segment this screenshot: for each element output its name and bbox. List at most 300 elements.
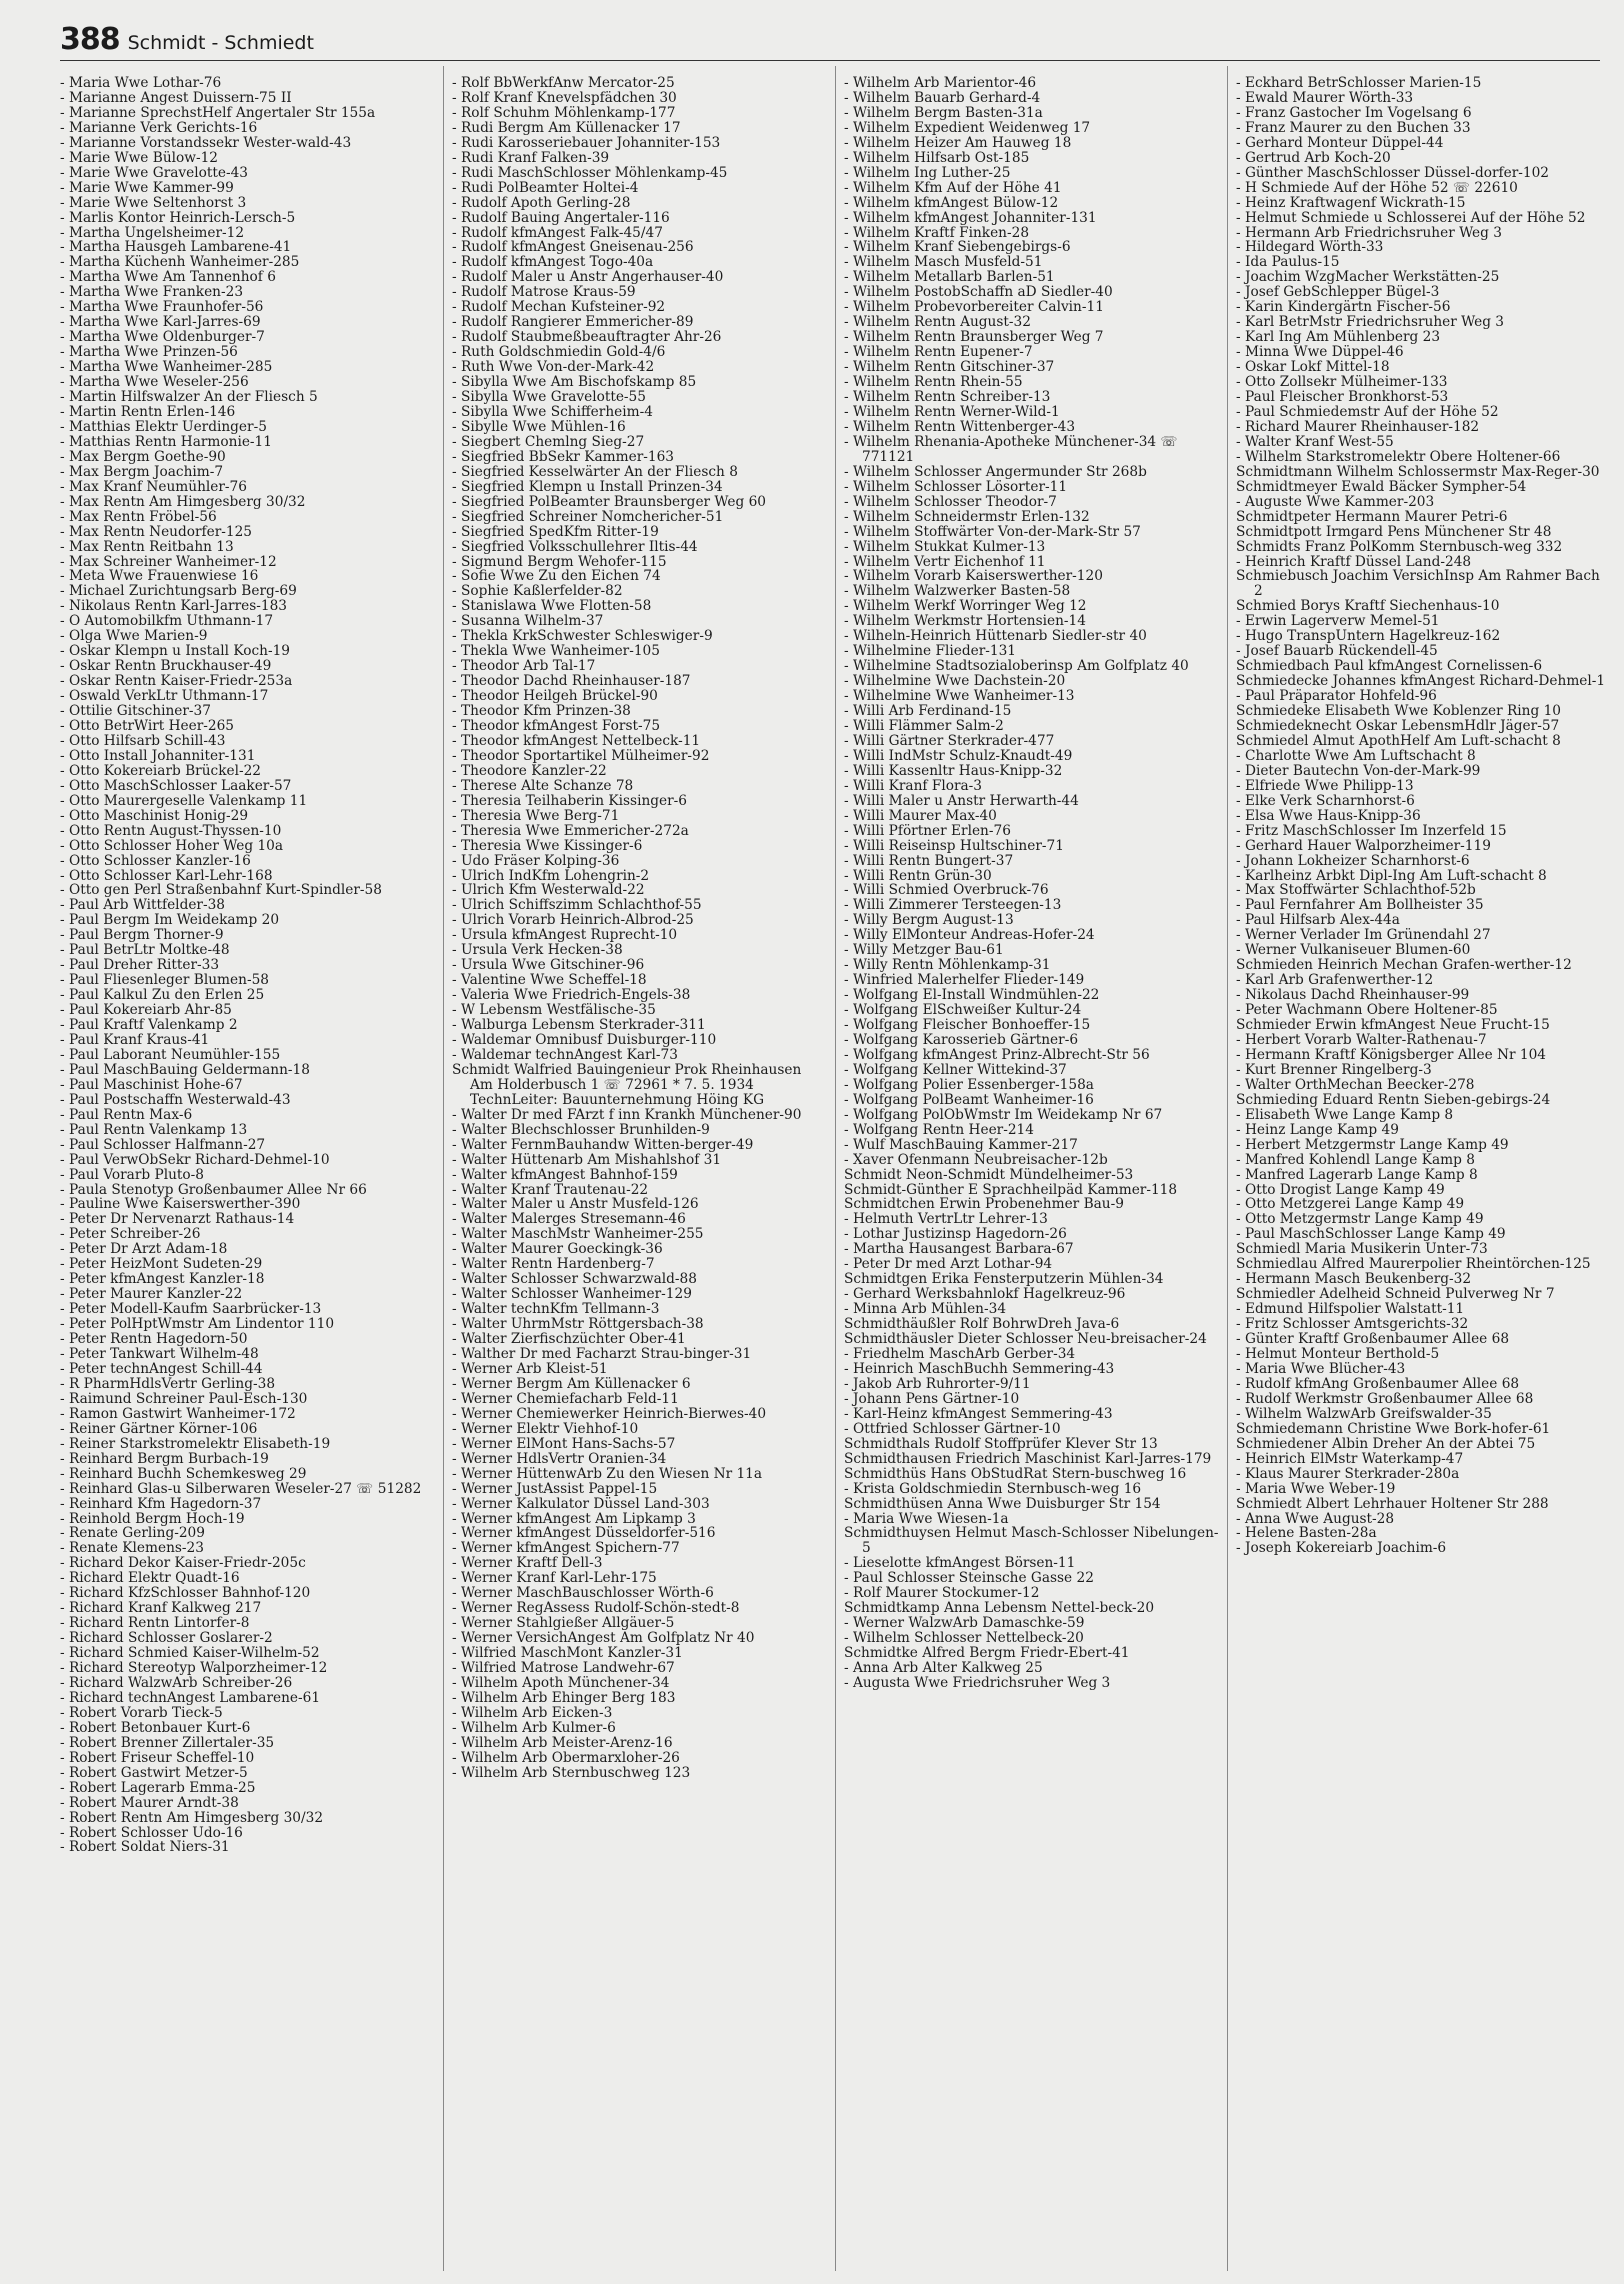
directory-entry: - Wilhelm Arb Sternbuschweg 123: [452, 1764, 691, 1781]
directory-entry: - Robert Gastwirt Metzer-5: [60, 1764, 248, 1781]
directory-entry: - Wilhelm kfmAngest Bülow-12: [844, 194, 1059, 211]
directory-entry: - Max Rentn Fröbel-56: [60, 508, 217, 525]
directory-entry: - Elisabeth Wwe Lange Kamp 8: [1236, 1106, 1454, 1123]
directory-entry: - Werner HüttenwArb Zu den Wiesen Nr 11a: [452, 1465, 763, 1482]
directory-entry: - Paul BetrLtr Moltke-48: [60, 942, 230, 959]
directory-entry: - Walter Blechschlosser Brunhilden-9: [452, 1121, 710, 1138]
directory-entry: - Wilhelm Stoffwärter Von-der-Mark-Str 57: [844, 523, 1141, 540]
directory-entry: - Peter Modell-Kaufm Saarbrücker-13: [60, 1301, 322, 1318]
directory-entry: - Rolf Kranf Knevelspfädchen 30: [452, 89, 677, 106]
header-rule: [60, 60, 1600, 61]
column-divider: [835, 66, 836, 2271]
directory-entry: - Günther MaschSchlosser Düssel-dorfer-102: [1236, 164, 1549, 181]
directory-entry: - Otto BetrWirt Heer-265: [60, 717, 235, 734]
directory-entry: - Lieselotte kfmAngest Börsen-11: [844, 1555, 1076, 1572]
directory-entry: - Franz Maurer zu den Buchen 33: [1236, 119, 1471, 136]
directory-entry: Schmidtgen Erika Fensterputzerin Mühlen-34: [844, 1271, 1164, 1288]
directory-entry: - Theodor kfmAngest Forst-75: [452, 717, 661, 734]
directory-entry: - Robert Vorarb Tieck-5: [60, 1704, 223, 1721]
directory-entry: - Robert Soldat Niers-31: [60, 1839, 230, 1856]
directory-entry: - Willi Rentn Bungert-37: [844, 852, 1014, 869]
directory-entry: - Paul Fernfahrer Am Bollheister 35: [1236, 897, 1484, 914]
directory-entry: - Susanna Wilhelm-37: [452, 613, 604, 630]
directory-entry: - Robert Rentn Am Himgesberg 30/32: [60, 1809, 324, 1826]
directory-entry: - Thekla KrkSchwester Schleswiger-9: [452, 628, 713, 645]
directory-entry: - Max Rentn Reitbahn 13: [60, 538, 234, 555]
directory-entry: - Ottfried Schlosser Gärtner-10: [844, 1420, 1061, 1437]
directory-entry: - Peter Schreiber-26: [60, 1226, 201, 1243]
directory-entry: - Walter Malerges Stresemann-46: [452, 1211, 686, 1228]
directory-entry: - Charlotte Wwe Am Luftschacht 8: [1236, 747, 1476, 764]
directory-entry: - Erwin Lagerverw Memel-51: [1236, 613, 1440, 630]
directory-entry: - Rudolf kfmAngest Gneisenau-256: [452, 239, 694, 256]
directory-entry: - Anna Arb Alter Kalkweg 25: [844, 1660, 1043, 1677]
directory-entry: - Willi Maurer Max-40: [844, 807, 997, 824]
directory-entry: Schmiebusch Joachim VersichInsp Am Rahmer Bach 2: [1236, 568, 1605, 600]
directory-entry: - Otto Install Johanniter-131: [60, 747, 256, 764]
directory-entry: - Paul Kokereiarb Ahr-85: [60, 1002, 232, 1019]
directory-entry: Schmiedecke Johannes kfmAngest Richard-Dehmel-1: [1236, 673, 1606, 690]
directory-entry: - Krista Goldschmiedin Sternbusch-weg 16: [844, 1480, 1142, 1497]
directory-entry: - Max Bergm Joachim-7: [60, 463, 224, 480]
directory-entry: - Peter Wachmann Obere Holtener-85: [1236, 1002, 1498, 1019]
directory-entry: - Paul Fliesenleger Blumen-58: [60, 972, 269, 989]
directory-entry: - Paul VerwObSekr Richard-Dehmel-10: [60, 1151, 330, 1168]
directory-entry: - Wolfgang Karosserieb Gärtner-6: [844, 1032, 1079, 1048]
directory-entry: - Wolfgang PolBeamt Wanheimer-16: [844, 1091, 1094, 1108]
directory-entry: - Walter MaschMstr Wanheimer-255: [452, 1226, 704, 1243]
directory-entry: Schmidtmann Wilhelm Schlossermstr Max-Reger-30: [1236, 463, 1600, 480]
directory-entry: Schmiedt Albert Lehrhauer Holtener Str 288: [1236, 1495, 1549, 1512]
directory-entry: - Willy Metzger Bau-61: [844, 942, 1004, 959]
directory-entry: - Martha Hausgeh Lambarene-41: [60, 239, 292, 256]
directory-entry: - Martha Hausangest Barbara-67: [844, 1241, 1074, 1258]
directory-entry: - Wilfried Matrose Landwehr-67: [452, 1660, 675, 1677]
directory-entry: - Reinhold Bergm Hoch-19: [60, 1510, 245, 1527]
directory-entry: - Hermann Masch Beukenberg-32: [1236, 1271, 1472, 1288]
directory-entry: - Wilhelm Rentn August-32: [844, 314, 1031, 331]
directory-entry: - Matthias Elektr Uerdinger-5: [60, 418, 267, 435]
directory-entry: - Ulrich IndKfm Lohengrin-2: [452, 867, 650, 884]
directory-entry: - Augusta Wwe Friedrichsruher Weg 3: [844, 1674, 1111, 1691]
directory-entry: - Ursula Wwe Gitschiner-96: [452, 957, 645, 974]
directory-entry: - Karin Kindergärtn Fischer-56: [1236, 299, 1451, 316]
directory-entry: - Oskar Rentn Bruckhauser-49: [60, 658, 272, 675]
directory-entry: - Manfred Lagerarb Lange Kamp 8: [1236, 1166, 1478, 1183]
directory-entry: - Theresia Wwe Emmericher-272a: [452, 822, 689, 839]
directory-entry: - Hermann Arb Friedrichsruher Weg 3: [1236, 224, 1502, 241]
directory-entry: - Minna Arb Mühlen-34: [844, 1301, 1007, 1318]
directory-entry: - Werner Chemiewerker Heinrich-Bierwes-40: [452, 1405, 767, 1422]
directory-entry: - Wolfgang Fleischer Bonhoeffer-15: [844, 1017, 1091, 1034]
directory-entry: - Siegfried BbSekr Kammer-163: [452, 448, 675, 465]
directory-entry: - Valeria Wwe Friedrich-Engels-38: [452, 987, 691, 1004]
directory-entry: - Wilhelm Rhenania-Apotheke Münchener-34 ☏ 771121: [844, 433, 1182, 465]
directory-entry: - Otto Schlosser Hoher Weg 10a: [60, 837, 284, 854]
directory-entry: - Robert Maurer Arndt-38: [60, 1794, 239, 1811]
directory-entry: Schmiedler Adelheid Schneid Pulverweg Nr 7: [1236, 1286, 1555, 1303]
directory-entry: - Wilhelm Arb Marientor-46: [844, 76, 1037, 91]
directory-entry: - Rudolf Staubmeßbeauftragter Ahr-26: [452, 329, 722, 346]
directory-entry: - Dieter Bautechn Von-der-Mark-99: [1236, 762, 1481, 779]
header-title: Schmidt - Schmiedt: [127, 32, 314, 54]
directory-entry: - Wilhelm Arb Ehinger Berg 183: [452, 1689, 676, 1706]
directory-entry: - Helmuth VertrLtr Lehrer-13: [844, 1211, 1048, 1228]
directory-entry: - Heinz Lange Kamp 49: [1236, 1121, 1399, 1138]
directory-entry: - Otto Rentn August-Thyssen-10: [60, 822, 282, 839]
directory-entry: - Oskar Lokf Mittel-18: [1236, 359, 1390, 376]
directory-entry: - Max Schreiner Wanheimer-12: [60, 553, 277, 570]
directory-entry: - Rudi Karosseriebauer Johanniter-153: [452, 134, 721, 151]
directory-entry: - W Lebensm Westfälische-35: [452, 1002, 656, 1019]
directory-entry: - Wilhelm Kranf Siebengebirgs-6: [844, 239, 1071, 256]
directory-entry: - Ursula Verk Hecken-38: [452, 942, 623, 959]
directory-entry: Schmidthuysen Helmut Masch-Schlosser Nibelungen-5: [844, 1525, 1219, 1557]
directory-entry: - Max Rentn Am Himgesberg 30/32: [60, 493, 306, 510]
directory-entry: - Martha Wwe Oldenburger-7: [60, 329, 265, 346]
directory-entry: - Peter PolHptWmstr Am Lindentor 110: [60, 1316, 335, 1333]
directory-entry: - Wilhelm Arb Kulmer-6: [452, 1719, 616, 1736]
directory-entry: - Werner Kranf Karl-Lehr-175: [452, 1570, 657, 1587]
directory-entry: Schmidt-Günther E Sprachheilpäd Kammer-118: [844, 1181, 1178, 1198]
directory-entry: - Werner JustAssist Pappel-15: [452, 1480, 658, 1497]
directory-entry: - Marianne Angest Duissern-75 II: [60, 89, 292, 106]
directory-entry: - Otto Drogist Lange Kamp 49: [1236, 1181, 1445, 1198]
directory-entry: - Wilhelmine Flieder-131: [844, 643, 1016, 660]
directory-entry: - Werner VersichAngest Am Golfplatz Nr 40: [452, 1630, 755, 1647]
directory-entry: - Martha Wwe Franken-23: [60, 284, 244, 301]
directory-entry: Schmidts Franz PolKomm Sternbusch-weg 332: [1236, 538, 1563, 555]
directory-entry: - Walter Kranf Trautenau-22: [452, 1181, 649, 1198]
directory-entry: - Walter UhrmMstr Röttgersbach-38: [452, 1316, 704, 1333]
directory-entry: - Richard Kranf Kalkweg 217: [60, 1600, 262, 1617]
directory-entry: - Paul Präparator Hohfeld-96: [1236, 688, 1437, 705]
directory-entry: - Willi IndMstr Schulz-Knaudt-49: [844, 747, 1073, 764]
directory-entry: - R PharmHdlsVertr Gerling-38: [60, 1375, 276, 1392]
directory-entry: - Wilhelm Starkstromelektr Obere Holtener-66: [1236, 448, 1561, 465]
directory-entry: - Joachim WzgMacher Werkstätten-25: [1236, 269, 1500, 286]
directory-entry: - Wilhelm Vorarb Kaiserswerther-120: [844, 568, 1103, 585]
directory-entry: - Willi Kranf Flora-3: [844, 777, 982, 794]
directory-entry: - Wilhelm Expedient Weidenweg 17: [844, 119, 1091, 136]
directory-entry: - Wilhelm Bergm Basten-31a: [844, 104, 1043, 121]
directory-entry: - Wilhelm Schlosser Angermunder Str 268b: [844, 463, 1147, 480]
directory-entry: - Willi Kassenltr Haus-Knipp-32: [844, 762, 1063, 779]
directory-entry: - Wilhelm Rentn Werner-Wild-1: [844, 403, 1060, 420]
directory-entry: - Sibylla Wwe Schifferheim-4: [452, 403, 653, 420]
directory-entry: - Reinhard Glas-u Silberwaren Weseler-27 ☏ 51282: [60, 1480, 422, 1497]
directory-entry: - Otto Zollsekr Mülheimer-133: [1236, 374, 1448, 391]
directory-entry: - Werner kfmAngest Düsseldorfer-516: [452, 1525, 716, 1542]
directory-entry: - Ulrich Schiffszimm Schlachthof-55: [452, 897, 702, 914]
directory-entry: - Marie Wwe Kammer-99: [60, 179, 234, 196]
directory-entry: - Wilhelm Rentn Eupener-7: [844, 344, 1033, 361]
directory-entry: - Otto MaschSchlosser Laaker-57: [60, 777, 292, 794]
directory-entry: - Stanislawa Wwe Flotten-58: [452, 598, 652, 615]
directory-entry: - Olga Wwe Marien-9: [60, 628, 208, 645]
directory-entry: - Rudolf kfmAngest Togo-40a: [452, 254, 654, 271]
directory-entry: - Michael Zurichtungsarb Berg-69: [60, 583, 297, 600]
directory-entry: - Wolfgang PolObWmstr Im Weidekamp Nr 67: [844, 1106, 1163, 1123]
directory-entry: Schmied Borys Kraftf Siechenhaus-10: [1236, 598, 1500, 615]
directory-entry: - Otto Kokereiarb Brückel-22: [60, 762, 262, 779]
column-2: [452, 76, 827, 2271]
directory-entry: - Otto Schlosser Kanzler-16: [60, 852, 251, 869]
directory-entry: - Willi Rentn Grün-30: [844, 867, 992, 884]
directory-entry: - Helene Basten-28a: [1236, 1525, 1377, 1542]
directory-entry: - Wilhelm Werkf Worringer Weg 12: [844, 598, 1087, 615]
directory-entry: - Siegfried Volksschullehrer Iltis-44: [452, 538, 698, 555]
directory-entry: - Wilhelm Stukkat Kulmer-13: [844, 538, 1046, 555]
directory-entry: - Peter Dr Nervenarzt Rathaus-14: [60, 1211, 295, 1228]
directory-entry: Schmiedel Almut ApothHelf Am Luft-schacht 8: [1236, 732, 1561, 749]
column-1: [60, 76, 435, 2271]
directory-entry: - Maria Wwe Blücher-43: [1236, 1360, 1406, 1377]
directory-entry: - Joseph Kokereiarb Joachim-6: [1236, 1540, 1447, 1557]
directory-entry: - Wilhelm Schneidermstr Erlen-132: [844, 508, 1090, 525]
directory-entry: - Reiner Starkstromelektr Elisabeth-19: [60, 1435, 331, 1452]
directory-entry: Schmidtchen Erwin Probenehmer Bau-9: [844, 1196, 1124, 1213]
directory-entry: - Eckhard BetrSchlosser Marien-15: [1236, 76, 1482, 91]
directory-entry: - Werner ElMont Hans-Sachs-57: [452, 1435, 676, 1452]
directory-entry: Schmidthäußler Rolf BohrwDreh Java-6: [844, 1316, 1120, 1333]
directory-entry: - Minna Wwe Düppel-46: [1236, 344, 1404, 361]
directory-entry: - Wulf MaschBauing Kammer-217: [844, 1136, 1078, 1153]
directory-entry: - Wilhelm Hilfsarb Ost-185: [844, 149, 1030, 166]
directory-entry: - Werner Verlader Im Grünendahl 27: [1236, 927, 1491, 944]
directory-entry: - Elfriede Wwe Philipp-13: [1236, 777, 1414, 794]
directory-entry: - Udo Fräser Kolping-36: [452, 852, 620, 869]
directory-entry: - Paul Vorarb Pluto-8: [60, 1166, 204, 1183]
directory-entry: - Wilhelm Rentn Schreiber-13: [844, 389, 1051, 406]
directory-entry: - Wilhelm Kfm Auf der Höhe 41: [844, 179, 1062, 196]
directory-entry: Schmidthals Rudolf Stoffprüfer Klever Str 13: [844, 1435, 1158, 1452]
directory-entry: Schmidthäusler Dieter Schlosser Neu-breisacher-24: [844, 1331, 1207, 1348]
directory-entry: - Sibylla Wwe Gravelotte-55: [452, 389, 646, 406]
directory-entry: - Wilheln-Heinrich Hüttenarb Siedler-str 40: [844, 628, 1147, 645]
directory-entry: - Ramon Gastwirt Wanheimer-172: [60, 1405, 296, 1422]
directory-entry: - Walther Dr med Facharzt Strau-binger-31: [452, 1346, 752, 1363]
directory-entry: - Martha Wwe Fraunhofer-56: [60, 299, 264, 316]
page-header: [60, 22, 314, 58]
directory-entry: - Oskar Klempn u Install Koch-19: [60, 643, 290, 660]
directory-entry: - Ruth Wwe Von-der-Mark-42: [452, 359, 655, 376]
directory-entry: - Werner Elektr Viehhof-10: [452, 1420, 639, 1437]
directory-entry: - Wilhelm Arb Meister-Arenz-16: [452, 1734, 673, 1751]
directory-entry: - Reiner Gärtner Körner-106: [60, 1420, 258, 1437]
directory-entry: - Max Stoffwärter Schlachthof-52b: [1236, 882, 1476, 899]
directory-entry: - Max Rentn Neudorfer-125: [60, 523, 253, 540]
directory-entry: - Martha Wwe Wanheimer-285: [60, 359, 273, 376]
directory-entry: Schmidthüs Hans ObStudRat Stern-buschweg 16: [844, 1465, 1187, 1482]
directory-entry: - Richard Rentn Lintorfer-8: [60, 1615, 250, 1632]
directory-entry: - Hermann Kraftf Königsberger Allee Nr 104: [1236, 1046, 1547, 1063]
directory-entry: - Ewald Maurer Wörth-33: [1236, 89, 1414, 106]
directory-entry: - Theodor Arb Tal-17: [452, 658, 596, 675]
directory-entry: - Siegfried SpedKfm Ritter-19: [452, 523, 659, 540]
directory-entry: - Paul Rentn Valenkamp 13: [60, 1121, 248, 1138]
directory-entry: - Siegfried Schreiner Nomchericher-51: [452, 508, 724, 525]
directory-entry: - Paul MaschSchlosser Lange Kamp 49: [1236, 1226, 1506, 1243]
directory-entry: - Wilhelm Rentn Gitschiner-37: [844, 359, 1055, 376]
directory-entry: - Sigmund Bergm Wehofer-115: [452, 553, 667, 570]
directory-entry: - Nikolaus Rentn Karl-Jarres-183: [60, 598, 288, 615]
directory-entry: - Wolfgang Kellner Wittekind-37: [844, 1061, 1067, 1078]
directory-entry: - Maria Wwe Lothar-76: [60, 76, 222, 91]
directory-entry: - Oswald VerkLtr Uthmann-17: [60, 688, 269, 705]
directory-entry: - Karl BetrMstr Friedrichsruher Weg 3: [1236, 314, 1505, 331]
directory-entry: - Walter kfmAngest Bahnhof-159: [452, 1166, 678, 1183]
directory-entry: - Paul Kraftf Valenkamp 2: [60, 1017, 238, 1034]
directory-entry: - Wilhelm Apoth Münchener-34: [452, 1674, 670, 1691]
directory-entry: - Otto Hilfsarb Schill-43: [60, 732, 226, 749]
directory-entry: - Werner Vulkaniseuer Blumen-60: [1236, 942, 1471, 959]
directory-entry: - Theodor Dachd Rheinhauser-187: [452, 673, 691, 690]
directory-entry: - Ruth Goldschmiedin Gold-4/6: [452, 344, 666, 361]
directory-entry: - Wilhelm Schlosser Lösorter-11: [844, 478, 1068, 495]
directory-entry: - Sibylle Wwe Mühlen-16: [452, 418, 626, 435]
directory-entry: - Willy Bergm August-13: [844, 912, 1014, 929]
directory-entry: - Rudolf kfmAngest Falk-45/47: [452, 224, 663, 241]
directory-entry: - Wolfgang Polier Essenberger-158a: [844, 1076, 1094, 1093]
directory-entry: - Martha Wwe Am Tannenhof 6: [60, 269, 276, 286]
directory-entry: - Peter Rentn Hagedorn-50: [60, 1331, 248, 1348]
directory-entry: - Franz Gastocher Im Vogelsang 6: [1236, 104, 1472, 121]
directory-entry: - Paul Bergm Im Weidekamp 20: [60, 912, 280, 929]
directory-entry: - Wilhelm Arb Eicken-3: [452, 1704, 613, 1721]
directory-entry: - Richard Elektr Quadt-16: [60, 1570, 240, 1587]
directory-entry: - Richard KfzSchlosser Bahnhof-120: [60, 1585, 311, 1602]
directory-entry: Schmidthüsen Anna Wwe Duisburger Str 154: [844, 1495, 1161, 1512]
directory-entry: - Paul Maschinist Hohe-67: [60, 1076, 243, 1093]
directory-entry: - Paul Hilfsarb Alex-44a: [1236, 912, 1400, 929]
directory-entry: - Paul Arb Wittfelder-38: [60, 897, 226, 914]
directory-entry: - Marianne Verk Gerichts-16: [60, 119, 258, 136]
directory-entry: - Werner Bergm Am Küllenacker 6: [452, 1375, 691, 1392]
directory-entry: - Richard WalzwArb Schreiber-26: [60, 1674, 293, 1691]
directory-entry: - Wilhelm Masch Musfeld-51: [844, 254, 1043, 271]
directory-entry: - Maria Wwe Wiesen-1a: [844, 1510, 1009, 1527]
directory-entry: - Wilhelm Kraftf Finken-28: [844, 224, 1030, 241]
column-divider: [1227, 66, 1228, 2271]
directory-entry: - Richard Schlosser Goslarer-2: [60, 1630, 273, 1647]
directory-entry: - Thekla Wwe Wanheimer-105: [452, 643, 660, 660]
directory-entry: - Wolfgang Rentn Heer-214: [844, 1121, 1034, 1138]
directory-entry: - Karl Ing Am Mühlenberg 23: [1236, 329, 1441, 346]
directory-entry: - Marlis Kontor Heinrich-Lersch-5: [60, 209, 296, 226]
directory-entry: - Matthias Rentn Harmonie-11: [60, 433, 272, 450]
directory-entry: Schmiedeke Elisabeth Wwe Koblenzer Ring 10: [1236, 703, 1562, 720]
directory-entry: - Richard Maurer Rheinhauser-182: [1236, 418, 1480, 435]
directory-entry: - Richard Schmied Kaiser-Wilhelm-52: [60, 1645, 320, 1662]
directory-entry: - Willi Flämmer Salm-2: [844, 717, 1004, 734]
directory-entry: - Willy ElMonteur Andreas-Hofer-24: [844, 927, 1095, 944]
directory-entry: - Paul Kranf Kraus-41: [60, 1032, 210, 1048]
directory-entry: - Willi Zimmerer Tersteegen-13: [844, 897, 1062, 914]
directory-entry: - Richard Stereotyp Walporzheimer-12: [60, 1660, 328, 1677]
directory-entry: - Rudi MaschSchlosser Möhlenkamp-45: [452, 164, 728, 181]
directory-entry: - Siegfried PolBeamter Braunsberger Weg 60: [452, 493, 767, 510]
directory-entry: - Peter Maurer Kanzler-22: [60, 1286, 243, 1303]
directory-entry: - Otto Metzgermstr Lange Kamp 49: [1236, 1211, 1484, 1228]
column-4: [1236, 76, 1608, 2271]
directory-entry: Schmiedemann Christine Wwe Bork-hofer-61: [1236, 1420, 1551, 1437]
directory-entry: - Kurt Brenner Ringelberg-3: [1236, 1061, 1432, 1078]
directory-entry: - Werner Kalkulator Düssel Land-303: [452, 1495, 710, 1512]
directory-entry: - Winfried Malerhelfer Flieder-149: [844, 972, 1085, 989]
directory-entry: - Marie Wwe Seltenhorst 3: [60, 194, 247, 211]
directory-entry: - Robert Schlosser Udo-16: [60, 1824, 243, 1841]
directory-entry: - Rudolf Rangierer Emmericher-89: [452, 314, 694, 331]
directory-entry: - Paul Kalkul Zu den Erlen 25: [60, 987, 265, 1004]
directory-entry: - Rudolf Bauing Angertaler-116: [452, 209, 670, 226]
directory-entry: - Walter Schlosser Schwarzwald-88: [452, 1271, 697, 1288]
directory-entry: Schmidtke Alfred Bergm Friedr-Ebert-41: [844, 1645, 1130, 1662]
directory-entry: - Max Kranf Neumühler-76: [60, 478, 247, 495]
directory-entry: - Walter Maurer Goeckingk-36: [452, 1241, 663, 1258]
directory-entry: - Ottilie Gitschiner-37: [60, 703, 211, 720]
directory-entry: - Karl Arb Grafenwerther-12: [1236, 972, 1434, 989]
directory-entry: - O Automobilkfm Uthmann-17: [60, 613, 274, 630]
directory-entry: - Walter OrthMechan Beecker-278: [1236, 1076, 1475, 1093]
directory-entry: - Xaver Ofenmann Neubreisacher-12b: [844, 1151, 1108, 1168]
directory-entry: Schmieden Heinrich Mechan Grafen-werther-12: [1236, 957, 1572, 974]
directory-entry: - Martin Rentn Erlen-146: [60, 403, 236, 420]
directory-entry: - Richard Dekor Kaiser-Friedr-205c: [60, 1555, 306, 1572]
directory-entry: - Werner Chemiefacharb Feld-11: [452, 1390, 679, 1407]
directory-entry: - Wilhelm Heizer Am Hauweg 18: [844, 134, 1072, 151]
directory-entry: - Waldemar technAngest Karl-73: [452, 1046, 678, 1063]
directory-entry: - Josef Bauarb Rückendell-45: [1236, 643, 1438, 660]
directory-entry: - Martha Wwe Prinzen-56: [60, 344, 238, 361]
directory-entry: - Lothar Justizinsp Hagedorn-26: [844, 1226, 1067, 1243]
directory-entry: - Wilhelm PostobSchaffn aD Siedler-40: [844, 284, 1113, 301]
directory-entry: - Edmund Hilfspolier Walstatt-11: [1236, 1301, 1465, 1318]
directory-entry: - Marie Wwe Bülow-12: [60, 149, 219, 166]
directory-entry: - Paul Dreher Ritter-33: [60, 957, 220, 974]
directory-entry: - Peter Dr med Arzt Lothar-94: [844, 1256, 1053, 1273]
directory-entry: - Willi Pförtner Erlen-76: [844, 822, 1011, 839]
directory-entry: - Rudolf Maler u Anstr Angerhauser-40: [452, 269, 724, 286]
directory-entry: - Max Bergm Goethe-90: [60, 448, 226, 465]
directory-entry: - Wilhelm Metallarb Barlen-51: [844, 269, 1055, 286]
directory-entry: - Paul MaschBauing Geldermann-18: [60, 1061, 310, 1078]
directory-entry: - Rudi PolBeamter Holtei-4: [452, 179, 639, 196]
directory-entry: - Wilhelm Werkmstr Hortensien-14: [844, 613, 1086, 630]
directory-entry: - Wilhelm Probevorbereiter Calvin-11: [844, 299, 1104, 316]
directory-entry: Schmiedlau Alfred Maurerpolier Rheintörchen-125: [1236, 1256, 1591, 1273]
directory-entry: - Rudolf Werkmstr Großenbaumer Allee 68: [1236, 1390, 1534, 1407]
directory-entry: - Ursula kfmAngest Ruprecht-10: [452, 927, 678, 944]
directory-entry: - Martha Küchenh Wanheimer-285: [60, 254, 300, 271]
directory-entry: - Werner kfmAngest Am Lipkamp 3: [452, 1510, 696, 1527]
directory-entry: - Marianne Vorstandssekr Wester-wald-43: [60, 134, 352, 151]
directory-entry: - Willi Schmied Overbruck-76: [844, 882, 1049, 899]
directory-entry: - Theresia Wwe Berg-71: [452, 807, 620, 824]
directory-entry: - Günter Kraftf Großenbaumer Allee 68: [1236, 1331, 1510, 1348]
directory-entry: - Peter kfmAngest Kanzler-18: [60, 1271, 265, 1288]
directory-entry: - Werner Arb Kleist-51: [452, 1360, 608, 1377]
directory-entry: - Siegbert Chemlng Sieg-27: [452, 433, 645, 450]
directory-entry: - Gerhard Hauer Walporzheimer-119: [1236, 837, 1491, 854]
directory-entry: - Marianne SprechstHelf Angertaler Str 155a: [60, 104, 376, 121]
directory-entry: - Wilhelm Arb Obermarxloher-26: [452, 1749, 680, 1766]
directory-entry: - Willi Gärtner Sterkrader-477: [844, 732, 1055, 749]
directory-entry: - Klaus Maurer Sterkrader-280a: [1236, 1465, 1460, 1482]
directory-entry: - Wilhelm Schlosser Nettelbeck-20: [844, 1630, 1084, 1647]
directory-entry: - Werner kfmAngest Spichern-77: [452, 1540, 680, 1557]
directory-entry: - Theresia Wwe Kissinger-6: [452, 837, 643, 854]
